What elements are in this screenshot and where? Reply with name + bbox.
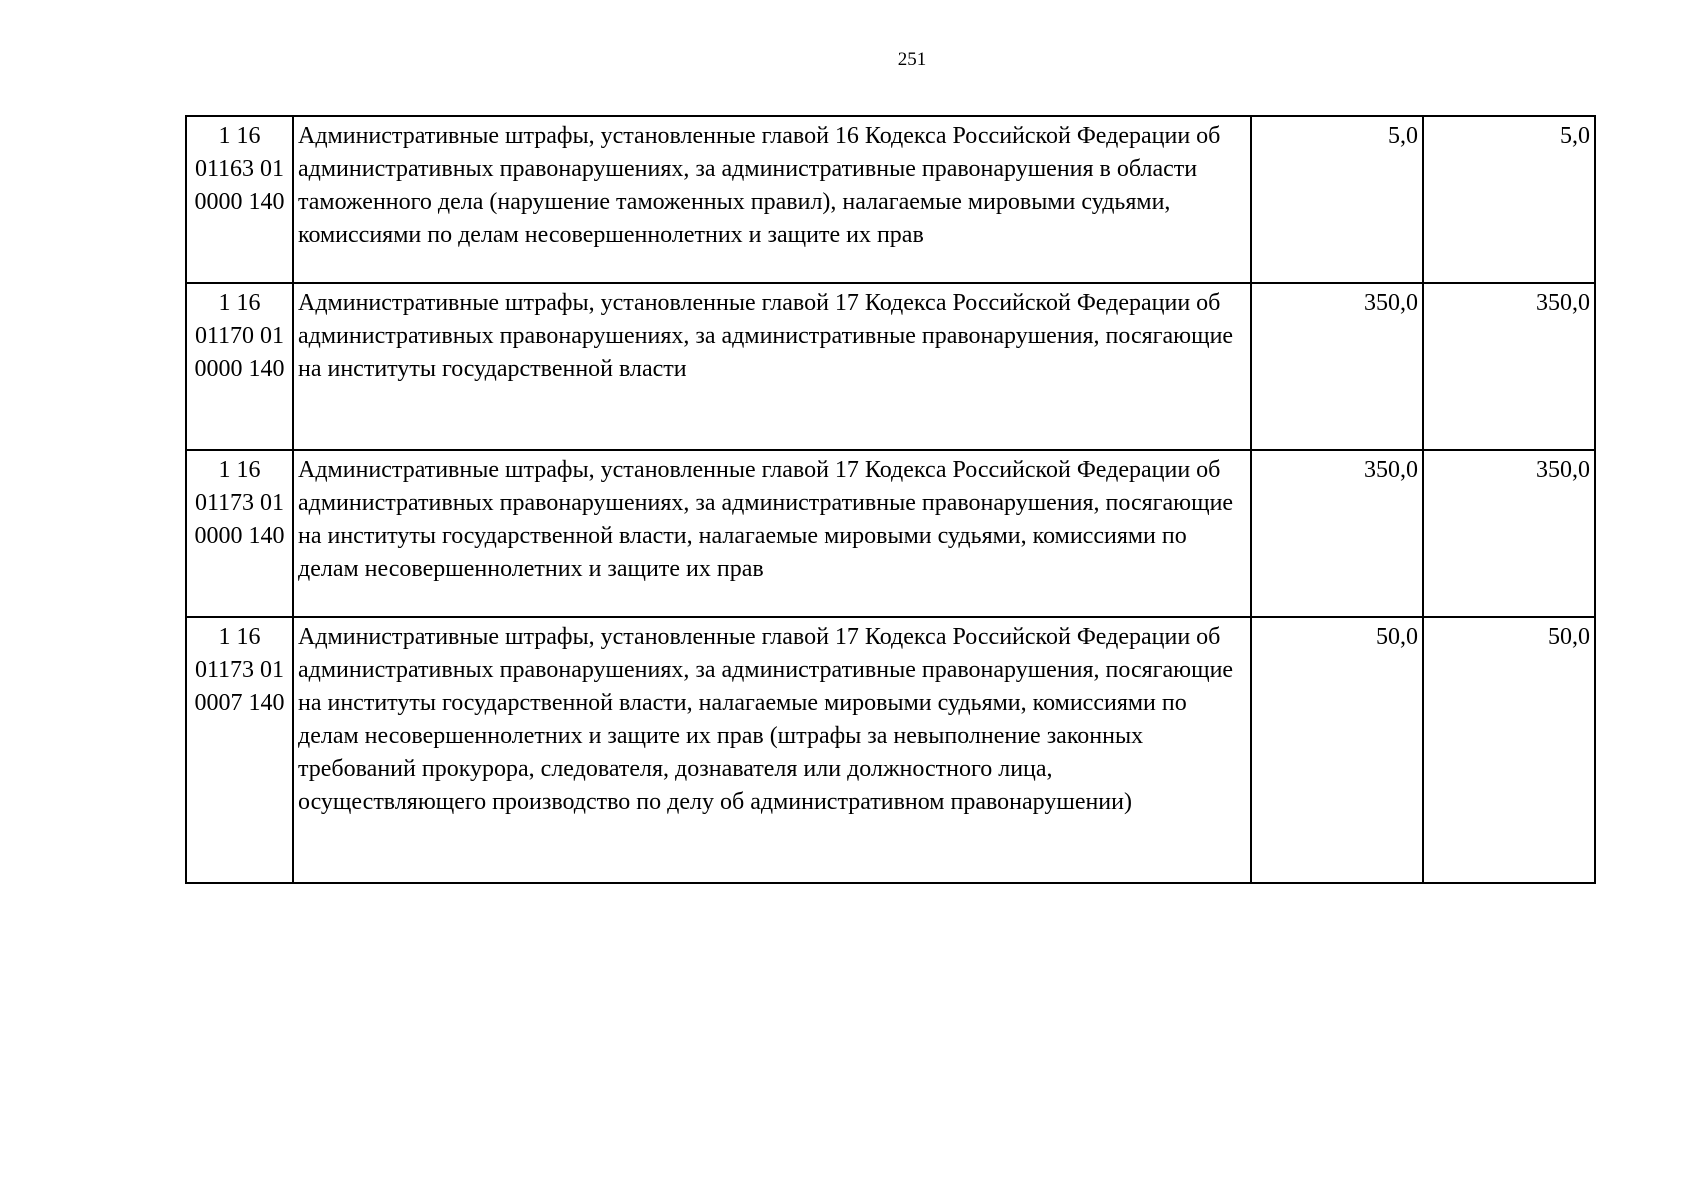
table-row [186,283,1595,450]
budget-code-part: 0000 140 [194,189,285,215]
income-name-cell: Административные штрафы, установленные главой 17 Кодекса Российской Федерации об административных правонарушениях, за административные правонарушения, посягающие на институты государственной власти [293,283,1251,450]
income-name-cell: Административные штрафы, установленные главой 17 Кодекса Российской Федерации об административных правонарушениях, за административные правонарушения, посягающие на институты государственной власти, налагаемые мировыми судьями, комиссиями по делам несовершеннолетних и защите их прав [293,450,1251,617]
budget-code-cell [186,617,293,883]
budget-code-cell [186,116,293,283]
budget-code-part: 1 16 [218,457,261,483]
income-name-cell: Административные штрафы, установленные главой 17 Кодекса Российской Федерации об административных правонарушениях, за административные правонарушения, посягающие на институты государственной власти, налагаемые мировыми судьями, комиссиями по делам несовершеннолетних и защите их прав (штрафы за невыполнение законных требований прокурора, следователя, дознавателя или должностного лица, осуществляющего производство по делу об административном правонарушении) [293,617,1251,883]
budget-code-part: 0007 140 [194,690,285,716]
amount-cell-2: 5,0 [1423,116,1595,283]
table-row [186,116,1595,283]
amount-cell-2: 350,0 [1423,450,1595,617]
budget-code-cell [186,283,293,450]
amount-cell-1: 350,0 [1251,283,1423,450]
budget-code-part: 1 16 [218,123,261,149]
budget-code-part: 01173 01 [194,657,285,683]
budget-code-part: 01173 01 [194,490,285,516]
amount-cell-1: 50,0 [1251,617,1423,883]
budget-code-part: 1 16 [218,624,261,650]
budget-code-part: 1 16 [218,290,261,316]
amount-cell-2: 50,0 [1423,617,1595,883]
page-number: 251 [897,49,927,70]
budget-code-cell [186,450,293,617]
amount-cell-1: 5,0 [1251,116,1423,283]
table-row [186,617,1595,883]
budget-code-part: 0000 140 [194,523,285,549]
income-name-cell: Административные штрафы, установленные главой 16 Кодекса Российской Федерации об административных правонарушениях, за административные правонарушения в области таможенного дела (нарушение таможенных правил), налагаемые мировыми судьями, комиссиями по делам несовершеннолетних и защите их прав [293,116,1251,283]
budget-table [185,115,1596,884]
budget-code-part: 01163 01 [194,156,285,182]
amount-cell-1: 350,0 [1251,450,1423,617]
table-row [186,450,1595,617]
budget-code-part: 01170 01 [194,323,285,349]
amount-cell-2: 350,0 [1423,283,1595,450]
budget-code-part: 0000 140 [194,356,285,382]
